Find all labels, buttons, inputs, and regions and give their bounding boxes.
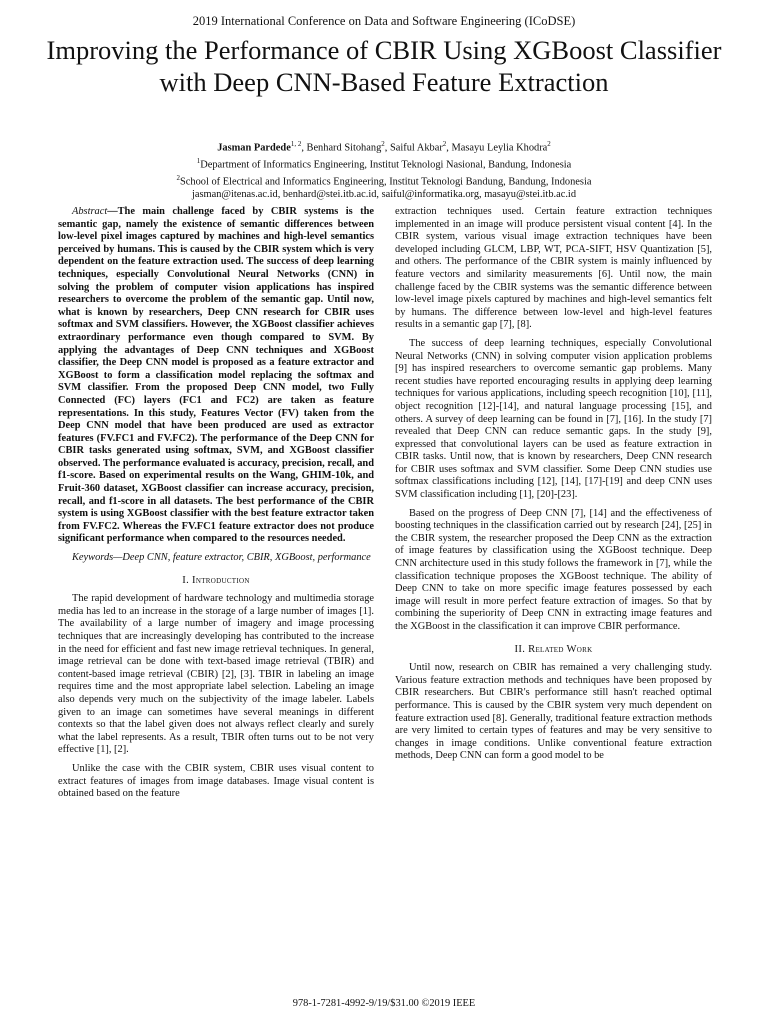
affiliation-text: Department of Informatics Engineering, Institut Teknologi Nasional, Bandung, Indonesia — [200, 159, 572, 171]
paragraph: extraction techniques used. Certain feature extraction techniques implemented in an image will produce persistent visual content [4]. In the CBIR system, various visual image extraction techniques have been developed including GLCM, LBP, WT, PCA-SIFT, HSV Quantization [5], and others. The performance of the CBIR system is mainly influenced by feature vectors and similarity measurements [6]. Until now, the main challenge faced by the CBIR systems was the semantic difference between low-level image pixels captured by machines and high-level semantics felt by humans. The difference between low-level and high-level features results in a semantic gap [7], [8]. — [395, 206, 712, 331]
paragraph: The success of deep learning techniques, especially Convolutional Neural Networks (CNN) in solving computer vision application problems [9] has inspired researchers to overcome semantic gap problems. Many recent studies have reported encouraging results in applying deep learning techniques for various applications, including speech recognition [10], [11], object recognition [12]-[14], and natural language processing [15], and others. A survey of deep learning can be found in [7], [16]. In the study [7] revealed that Deep CNN can reduce semantic gaps. In the study [9], expressed that convolutional layers can be used as feature extraction in CBIR tasks. Until now, that is known by researchers, Deep CNN research for CBIR uses softmax and SVM classifier. Some Deep CNN studies use softmax classifications including [12], [14], [17]-[19] and deep CNN uses SVM classification including [1], [20]-[23]. — [395, 337, 712, 501]
right-column — [395, 206, 712, 769]
affiliation-superscript: 2 — [176, 174, 181, 183]
section-heading-introduction: I. Introduction — [182, 574, 250, 586]
keywords: Keywords—Deep CNN, feature extractor, CBIR, XGBoost, performance — [72, 552, 371, 564]
section-heading-related-work: II. Related Work — [514, 643, 593, 655]
abstract-label: Abstract — [72, 206, 108, 217]
author-name: Masayu Leylia Khodra — [451, 142, 548, 154]
paper-title: Improving the Performance of CBIR Using XGBoost Classifier with Deep CNN-Based Feature Extraction — [46, 35, 722, 97]
affiliation-2 — [40, 172, 728, 189]
author-name: Jasman Pardede — [217, 142, 291, 154]
abstract-text: —The main challenge faced by CBIR systems is the semantic gap, namely the existence of semantic differences between low-level pixel images captured by machines and high-level semantics perceived by humans. This is caused by the CBIR system which is very dependent on the feature extraction used. The success of deep learning techniques, especially Convolutional Neural Networks (CNN) in solving the problem of computer vision applications has inspired researchers to overcome the problem of the semantic gap. Until now, what is known by researchers, Deep CNN research for CBIR uses softmax and SVM classifiers. However, the XGBoost classifier achieves extraordinary performance even though compared to SVM. By applying the advantages of Deep CNN techniques and XGBoost classifier, the Deep CNN model is proposed as a feature extractor and XGBoost to form a classification model replacing the softmax and SVM classifier. From the proposed Deep CNN model, two Fully Connected (FC) layers (FC1 and FC2) are taken as feature representations. In this study, Features Vector (FV) taken from the Deep CNN model that have been produced are used as extractor features (FV.FC1 and FV.FC2). The performance of the Deep CNN for CBIR tasks generated using softmax, SVM, and XGBoost classifier observed. The performance evaluated is accuracy, precision, recall, and f1-score. Based on experimental results on the Wang, GHIM-10k, and Fruit-360 dataset, XGBoost classifier can increase accuracy, precision, recall, and f1-score in all datasets. The best performance of the CBIR system is using XGBoost classifier with the best feature extractor taken from FV.FC2. Whereas the FV.FC1 feature extractor does not produce significant performance when compared to the resources needed. — [58, 206, 374, 545]
paragraph: Unlike the case with the CBIR system, CBIR uses visual content to extract features of images from image databases. Image visual content is obtained based on the feature — [58, 762, 374, 800]
author-names: Jasman Pardede$^{1, 2}$, Benhard Sitohang$^2$, Saiful Akbar$^2$, Masayu Leylia Khodra$^2$ — [217, 140, 551, 154]
author-superscript: 2 — [381, 140, 385, 148]
paragraph: Based on the progress of Deep CNN [7], [14] and the effectiveness of boosting techniques in the classification carried out by research [24], [25] in the CBIR system, the researcher proposed the Deep CNN as the extraction of image features by classification using the XGBoost technique. Deep CNN architecture used in this study follows the framework in [7], while the classification technique proposes the XGBoost technique. The ability of Deep CNN to take on more specific image features possessed by each image will result in more perfect feature extraction of images. So that by combining the superiority of Deep CNN in extracting image features and the XGBoost in the classification it can improve CBIR performance. — [395, 507, 712, 632]
conference-header: 2019 International Conference on Data and Software Engineering (ICoDSE) — [192, 14, 576, 28]
author-block — [40, 138, 728, 202]
paragraph: The rapid development of hardware technology and multimedia storage media has led to an increase in the storage of a large number of images [1]. The availability of a large number of imagery and image processing techniques that are increasingly developing has contributed to the increase in the need for efficient and fast new image retrieval techniques. In general, image retrieval can be done with text-based image retrieval (TBIR) and content-based image retrieval (CBIR) [2], [3]. TBIR in labeling an image requires time and the most appropriate label selection. Labeling an image also depends very much on the subjectivity of the image labeler. Labels given to an image can sometimes have several meanings in different contexts so that the label given does not always reflect clearly and surely what the label represents. As a result, TBIR often turns out to be not very effective [1], [2]. — [58, 593, 374, 756]
author-emails: jasman@itenas.ac.id, benhard@stei.itb.ac.id, saiful@informatika.org, masayu@stei.itb.ac.id — [191, 189, 577, 201]
author-name: Benhard Sitohang — [306, 142, 382, 154]
abstract — [58, 206, 374, 546]
copyright-footer: 978-1-7281-4992-9/19/$31.00 ©2019 IEEE — [292, 998, 476, 1009]
affiliation-1 — [40, 155, 728, 172]
author-superscript: 1, 2 — [290, 140, 302, 148]
author-superscript: 2 — [547, 140, 551, 148]
left-column — [58, 206, 374, 807]
affiliation-superscript: 1 — [196, 157, 201, 166]
paragraph: Until now, research on CBIR has remained a very challenging study. Various feature extraction methods and techniques have been proposed by CBIR researchers. But CBIR's performance still hasn't reached optimal performance. This is caused by the CBIR system very much dependent on feature extraction used [8]. Generally, traditional feature extraction methods are very limited to certain types of features and may be very sensitive to changes in image conditions. Unlike conventional feature extraction methods, Deep CNN can form a good model to be — [395, 662, 712, 762]
affiliation-text: School of Electrical and Informatics Engineering, Institut Teknologi Bandung, Bandung, Indonesia — [180, 176, 592, 188]
author-superscript: 2 — [442, 140, 447, 148]
author-name: Saiful Akbar — [389, 142, 443, 154]
